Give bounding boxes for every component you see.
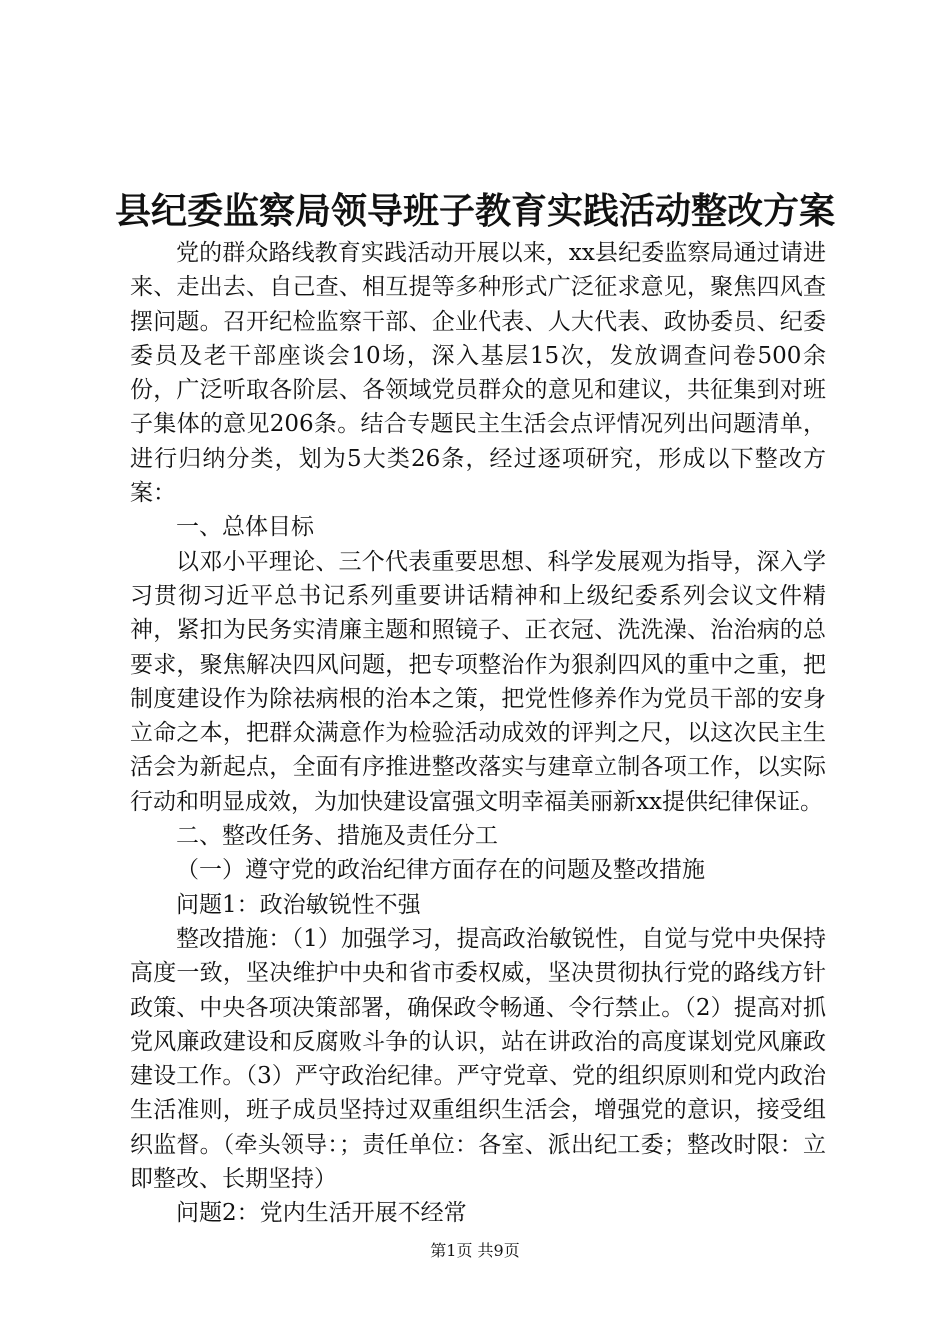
subsection-heading-political-discipline: （一）遵守党的政治纪律方面存在的问题及整改措施 xyxy=(176,857,705,884)
overall-goal-paragraph: 以邓小平理论、三个代表重要思想、科学发展观为指导，深入学习贯彻习近平总书记系列重要讲话精神和上级纪委系列会议文件精神，紧扣为民务实清廉主题和照镜子、正衣冠、洗洗澡、治治病的总要求，聚焦解决四风问题，把专项整治作为狠刹四风的重中之重，把制度建设作为除祛病根的治本之策，把党性修养作为党员干部的安身立命之本，把群众满意作为检验活动成效的评判之尺，以这次民主生活会为新起点，全面有序推进整改落实与建章立制各项工作，以实际行动和明显成效，为加快建设富强文明幸福美丽新xx提供纪律保证。 xyxy=(130,548,826,815)
document-title: 县纪委监察局领导班子教育实践活动整改方案 xyxy=(114,190,835,232)
problem-1-measures-paragraph: 整改措施：（1）加强学习，提高政治敏锐性，自觉与党中央保持高度一致，坚决维护中央和省市委权威，坚决贯彻执行党的路线方针政策、中央各项决策部署，确保政令畅通、令行禁止。（2）提高对抓党风廉政建设和反腐败斗争的认识，站在讲政治的高度谋划党风廉政建设工作。（3）严守政治纪律。严守党章、党的组织原则和党内政治生活准则，班子成员坚持过双重组织生活会，增强党的意识，接受组织监督。（牵头领导：；责任单位：各室、派出纪工委；整改时限：立即整改、长期坚持） xyxy=(130,925,826,1193)
section-heading-overall-goal: 一、总体目标 xyxy=(176,514,314,541)
intro-paragraph: 党的群众路线教育实践活动开展以来，xx县纪委监察局通过请进来、走出去、自己查、相互提等多种形式广泛征求意见，聚焦四风查摆问题。召开纪检监察干部、企业代表、人大代表、政协委员、纪委委员及老干部座谈会10场，深入基层15次，发放调查问卷500余份，广泛听取各阶层、各领域党员群众的意见和建议，共征集到对班子集体的意见206条。结合专题民主生活会点评情况列出问题清单，进行归纳分类，划为5大类26条，经过逐项研究，形成以下整改方案： xyxy=(130,240,826,507)
document-body xyxy=(130,236,826,1231)
page-number-footer: 第1页 共9页 xyxy=(430,1241,520,1260)
problem-1-heading: 问题1：政治敏锐性不强 xyxy=(176,891,421,918)
section-heading-tasks: 二、整改任务、措施及责任分工 xyxy=(176,823,498,850)
problem-2-heading: 问题2：党内生活开展不经常 xyxy=(176,1200,467,1227)
